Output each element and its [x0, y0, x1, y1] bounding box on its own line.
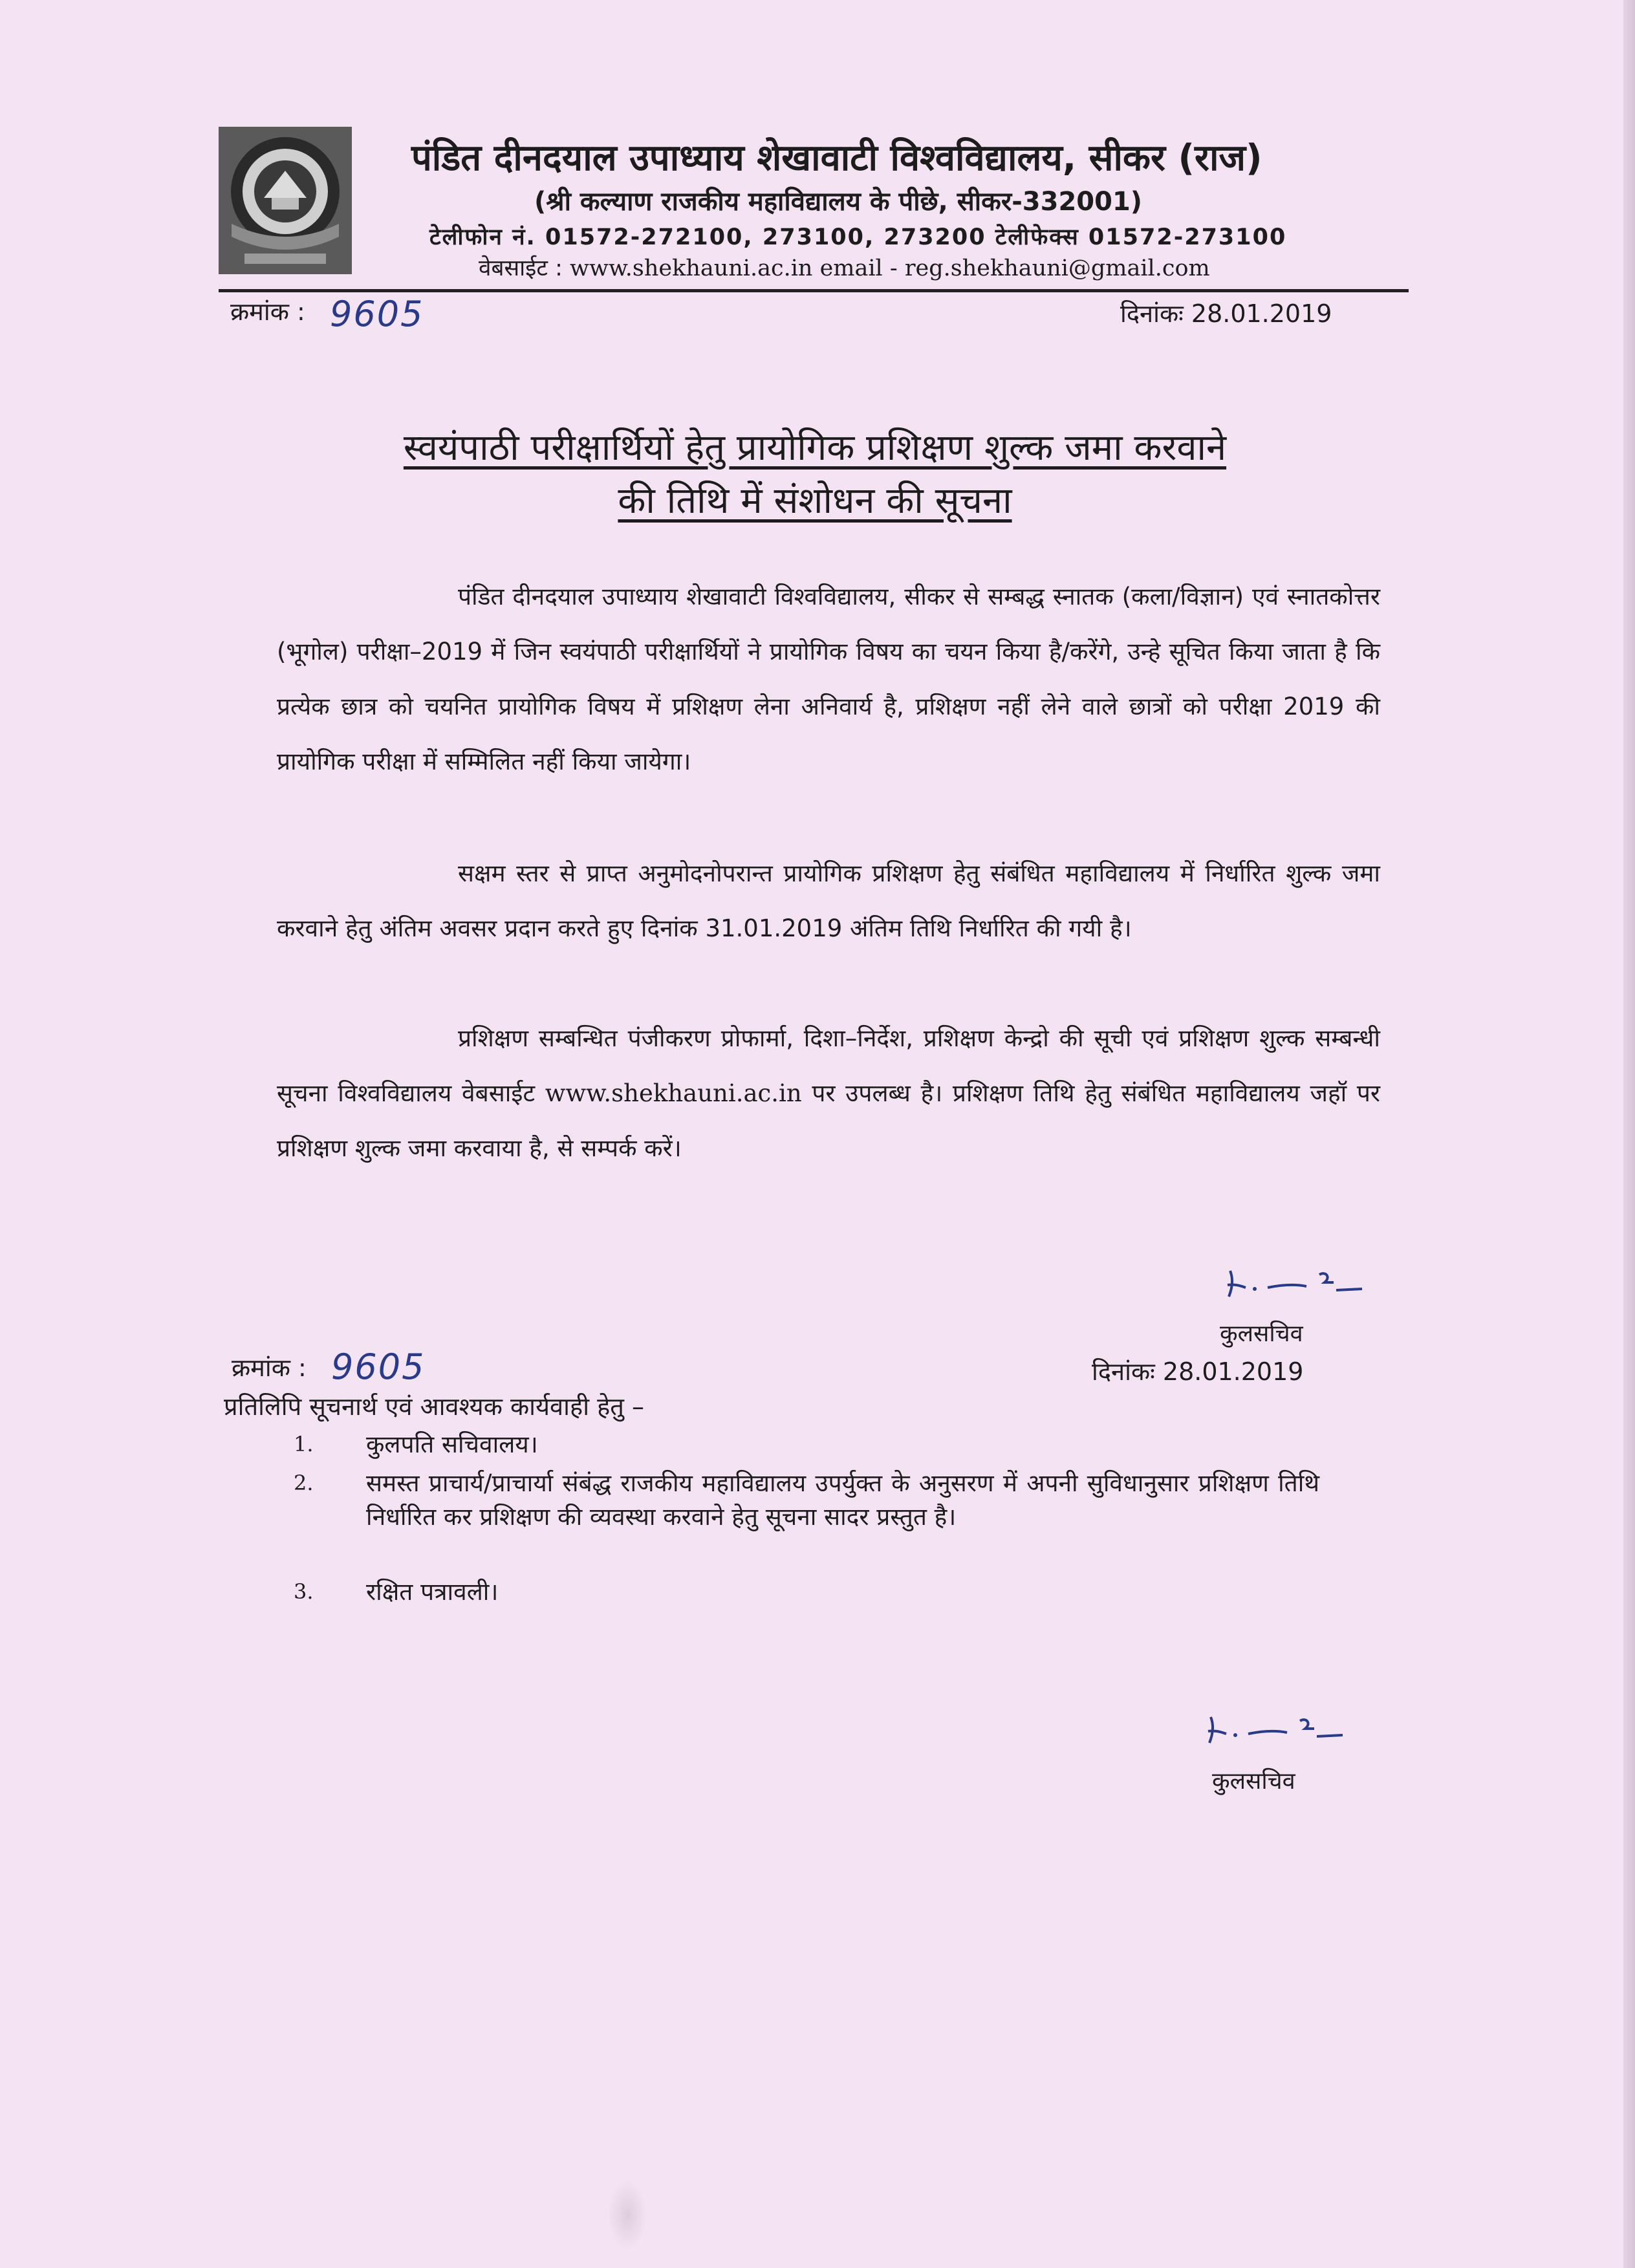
body-paragraph-2: सक्षम स्तर से प्राप्त अनुमोदनोपरान्त प्रायोगिक प्रशिक्षण हेतु संबंधित महाविद्यालय में निर्धारित शुल्क जमा करवाने हेतु अंतिम अवसर प्रदान करते हुए दिनांक 31.01.2019 अंतिम तिथि निर्धारित की गयी है। — [277, 859, 1380, 942]
notice-title-line1: स्वयंपाठी परीक्षार्थियों हेतु प्रायोगिक प्रशिक्षण शुल्क जमा करवाने — [403, 427, 1227, 469]
notice-title — [194, 422, 1436, 528]
notice-title-line2: की तिथि में संशोधन की सूचना — [618, 480, 1012, 522]
signature-icon — [1222, 1251, 1365, 1310]
signatory-title: कुलसचिव — [1220, 1321, 1303, 1347]
university-seal-icon — [219, 127, 352, 274]
copy-date: दिनांकः 28.01.2019 — [1092, 1357, 1304, 1386]
website-link[interactable]: www.shekhauni.ac.in — [545, 1079, 802, 1107]
paper-edge — [1623, 0, 1635, 2268]
signatory-title: कुलसचिव — [1212, 1768, 1295, 1795]
copy-item-number: 3. — [294, 1579, 314, 1604]
body-paragraph-1: पंडित दीनदयाल उपाध्याय शेखावाटी विश्वविद्यालय, सीकर से सम्बद्ध स्नातक (कला/विज्ञान) एवं स्नातकोत्तर (भूगोल) परीक्षा–2019 में जिन स्वयंपाठी परीक्षार्थियों ने प्रायोगिक विषय का चयन किया है/करेंगे, उन्हे सूचित किया जाता है कि प्रत्येक छात्र को चयनित प्रायोगिक विषय में प्रशिक्षण लेना अनिवार्य है, प्रशिक्षण नहीं लेने वाले छात्रों को परीक्षा 2019 की प्रायोगिक परीक्षा में सम्मिलित नहीं किया जायेगा। — [277, 583, 1380, 775]
copy-item-number: 2. — [294, 1471, 314, 1495]
copy-heading: प्रतिलिपि सूचनार्थ एवं आवश्यक कार्यवाही हेतु – — [224, 1392, 645, 1421]
header-rule — [219, 289, 1409, 292]
university-phone: टेलीफोन नं. 01572-272100, 273100, 273200 टेलीफेक्स 01572-273100 — [429, 224, 1287, 250]
copy-item-text: कुलपति सचिवालय। — [366, 1431, 538, 1458]
paragraph-3-text-a: प्रशिक्षण सम्बन्धित पंजीकरण प्रोफार्मा, दिशा–निर्देश, प्रशिक्षण केन्द्रो की सूची एवं प्रशिक्षण शुल्क सम्बन्धी सूचना विश्वविद्यालय वेबसाईट — [277, 1024, 1380, 1107]
university-name: पंडित दीनदयाल उपाध्याय शेखावाटी विश्वविद्यालय, सीकर (राज) — [411, 137, 1262, 179]
issue-date: दिनांकः 28.01.2019 — [1120, 299, 1332, 328]
paragraph-3-text-b: पर उपलब्ध है। प्रशिक्षण तिथि हेतु संबंधित महाविद्यालय जहॉ पर प्रशिक्षण शुल्क जमा करवाया है, से सम्पर्क करें। — [277, 1079, 1380, 1162]
copy-item-text: रक्षित पत्रावली। — [366, 1578, 499, 1606]
reference-number-handwritten: 9605 — [330, 294, 424, 334]
reference-label: क्रमांक : — [230, 297, 305, 326]
copy-reference-number-handwritten: 9605 — [331, 1346, 426, 1387]
body-paragraph-3 — [277, 1011, 1380, 1176]
copy-reference-label: क्रमांक : — [232, 1354, 307, 1382]
website-email-text[interactable]: www.shekhauni.ac.in email - reg.shekhauni@gmail.com — [570, 255, 1210, 281]
website-prefix: वेबसाईट : — [479, 255, 570, 281]
copy-item-number: 1. — [294, 1432, 314, 1456]
university-address: (श्री कल्याण राजकीय महाविद्यालय के पीछे, सीकर-332001) — [534, 187, 1143, 217]
university-web-email — [479, 252, 1384, 283]
signature-icon — [1203, 1698, 1345, 1756]
scan-smudge — [608, 2179, 647, 2251]
copy-item-text: समस्त प्राचार्य/प्राचार्या संबंद्ध राजकीय महाविद्यालय उपर्युक्त के अनुसरण में अपनी सुविधानुसार प्रशिक्षण तिथि निर्धारित कर प्रशिक्षण की व्यवस्था करवाने हेतु सूचना सादर प्रस्तुत है। — [366, 1469, 1319, 1531]
